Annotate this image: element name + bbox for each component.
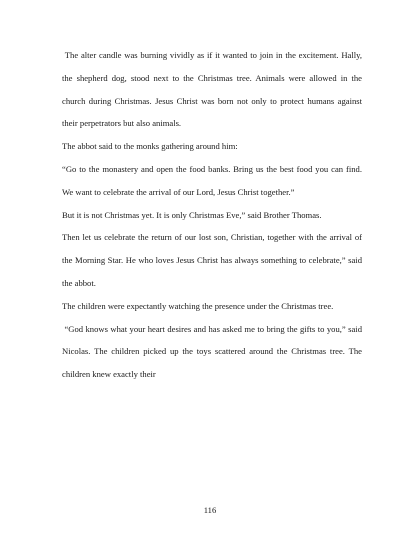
paragraph-candle: The alter candle was burning vividly as if it wanted to join in the excitement. Hally, the shepherd dog, stood next to the Christmas tree. Animals were allowed in the church during Christmas. Jesus Christ was born not only to protect humans against their perpetrators but also animals. [62, 50, 362, 129]
paragraph-lost-son: Then let us celebrate the return of our lost son, Christian, together with the arrival of the Morning Star. He who loves Jesus Christ has always something to celebrate,” said the abbot. [62, 232, 362, 288]
page-number: 116 [203, 505, 217, 515]
paragraph-monastery: “Go to the monastery and open the food banks. Bring us the best food you can find. We want to celebrate the arrival of our Lord, Jesus Christ together.” [62, 163, 362, 197]
paragraph-gifts: “God knows what your heart desires and has asked me to bring the gifts to you,” said Nicolas. The children picked up the toys scattered around the Christmas tree. The children knew exactly their [62, 323, 362, 380]
paragraph-children-watching: The children were expectantly watching the presence under the Christmas tree. [62, 300, 334, 311]
paragraph-abbot-said: The abbot said to the monks gathering around him: [62, 141, 238, 152]
body-text [62, 44, 362, 386]
paragraph-brother-thomas: But it is not Christmas yet. It is only Christmas Eve,” said Brother Thomas. [62, 209, 322, 220]
